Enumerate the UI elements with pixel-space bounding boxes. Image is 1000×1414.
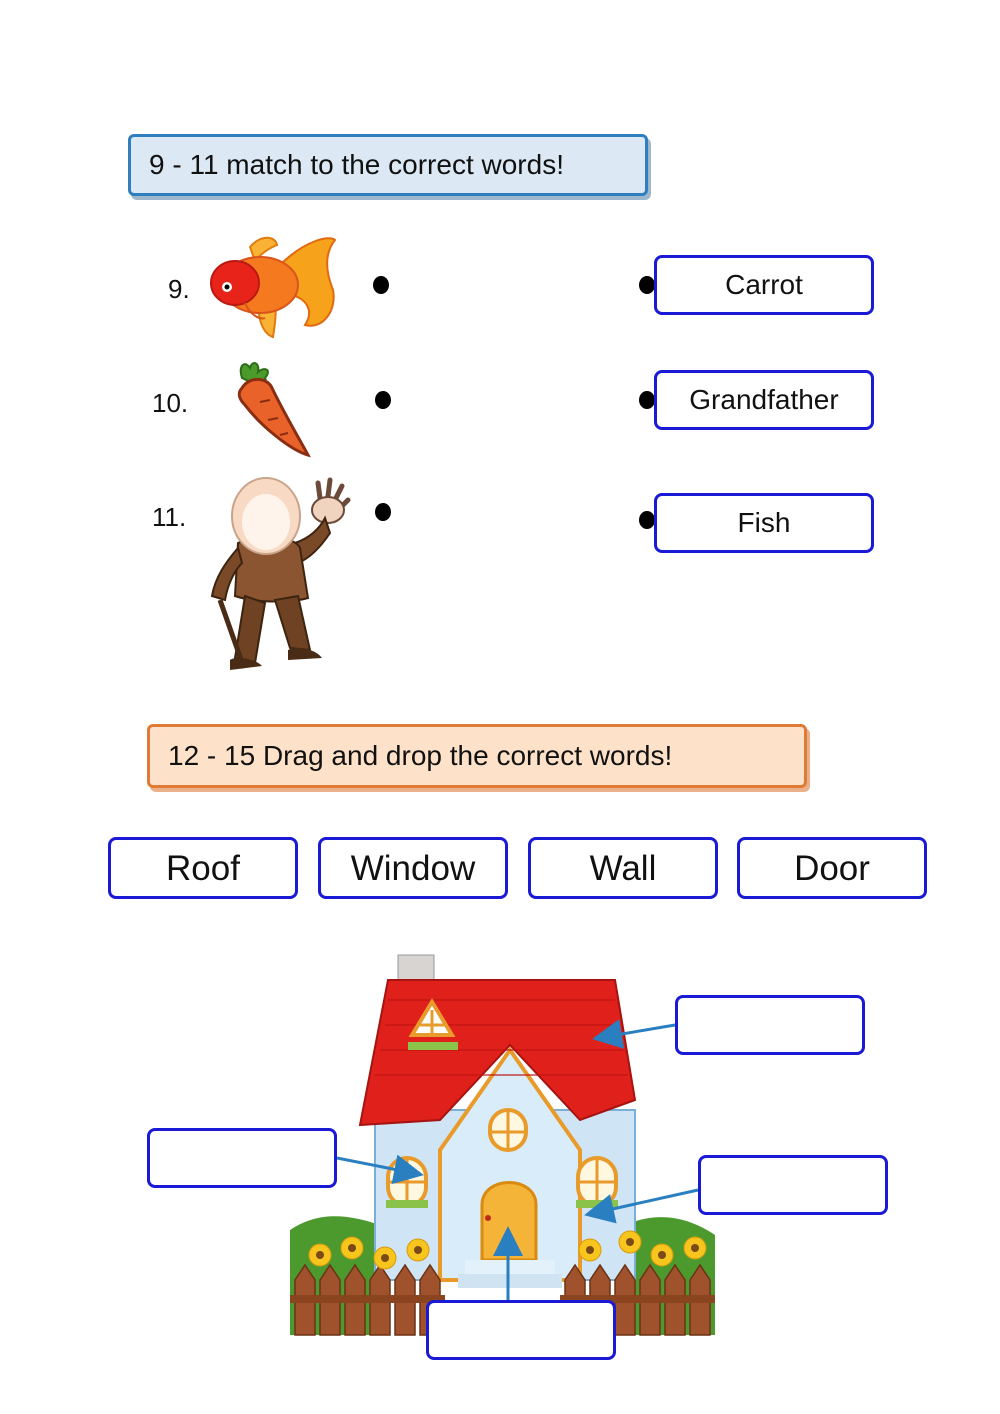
answer-carrot[interactable]: Carrot xyxy=(654,255,874,315)
arrow-roof xyxy=(598,1025,675,1038)
drop-box-door[interactable] xyxy=(426,1300,616,1360)
item-number-11: 11. xyxy=(152,502,187,532)
answer-grandfather[interactable]: Grandfather xyxy=(654,370,874,430)
drop-box-roof[interactable] xyxy=(675,995,865,1055)
section1-title: 9 - 11 match to the correct words! xyxy=(128,134,648,196)
drag-word-window[interactable]: Window xyxy=(318,837,508,899)
arrow-wall xyxy=(590,1190,698,1214)
drag-word-door[interactable]: Door xyxy=(737,837,927,899)
drag-word-wall[interactable]: Wall xyxy=(528,837,718,899)
section2-title: 12 - 15 Drag and drop the correct words! xyxy=(147,724,807,788)
item-number-9: 9. xyxy=(168,274,190,304)
item-number-10: 10. xyxy=(152,388,189,418)
drag-word-roof[interactable]: Roof xyxy=(108,837,298,899)
drop-box-wall[interactable] xyxy=(698,1155,888,1215)
answer-fish[interactable]: Fish xyxy=(654,493,874,553)
arrow-window xyxy=(337,1158,418,1174)
drop-box-window[interactable] xyxy=(147,1128,337,1188)
